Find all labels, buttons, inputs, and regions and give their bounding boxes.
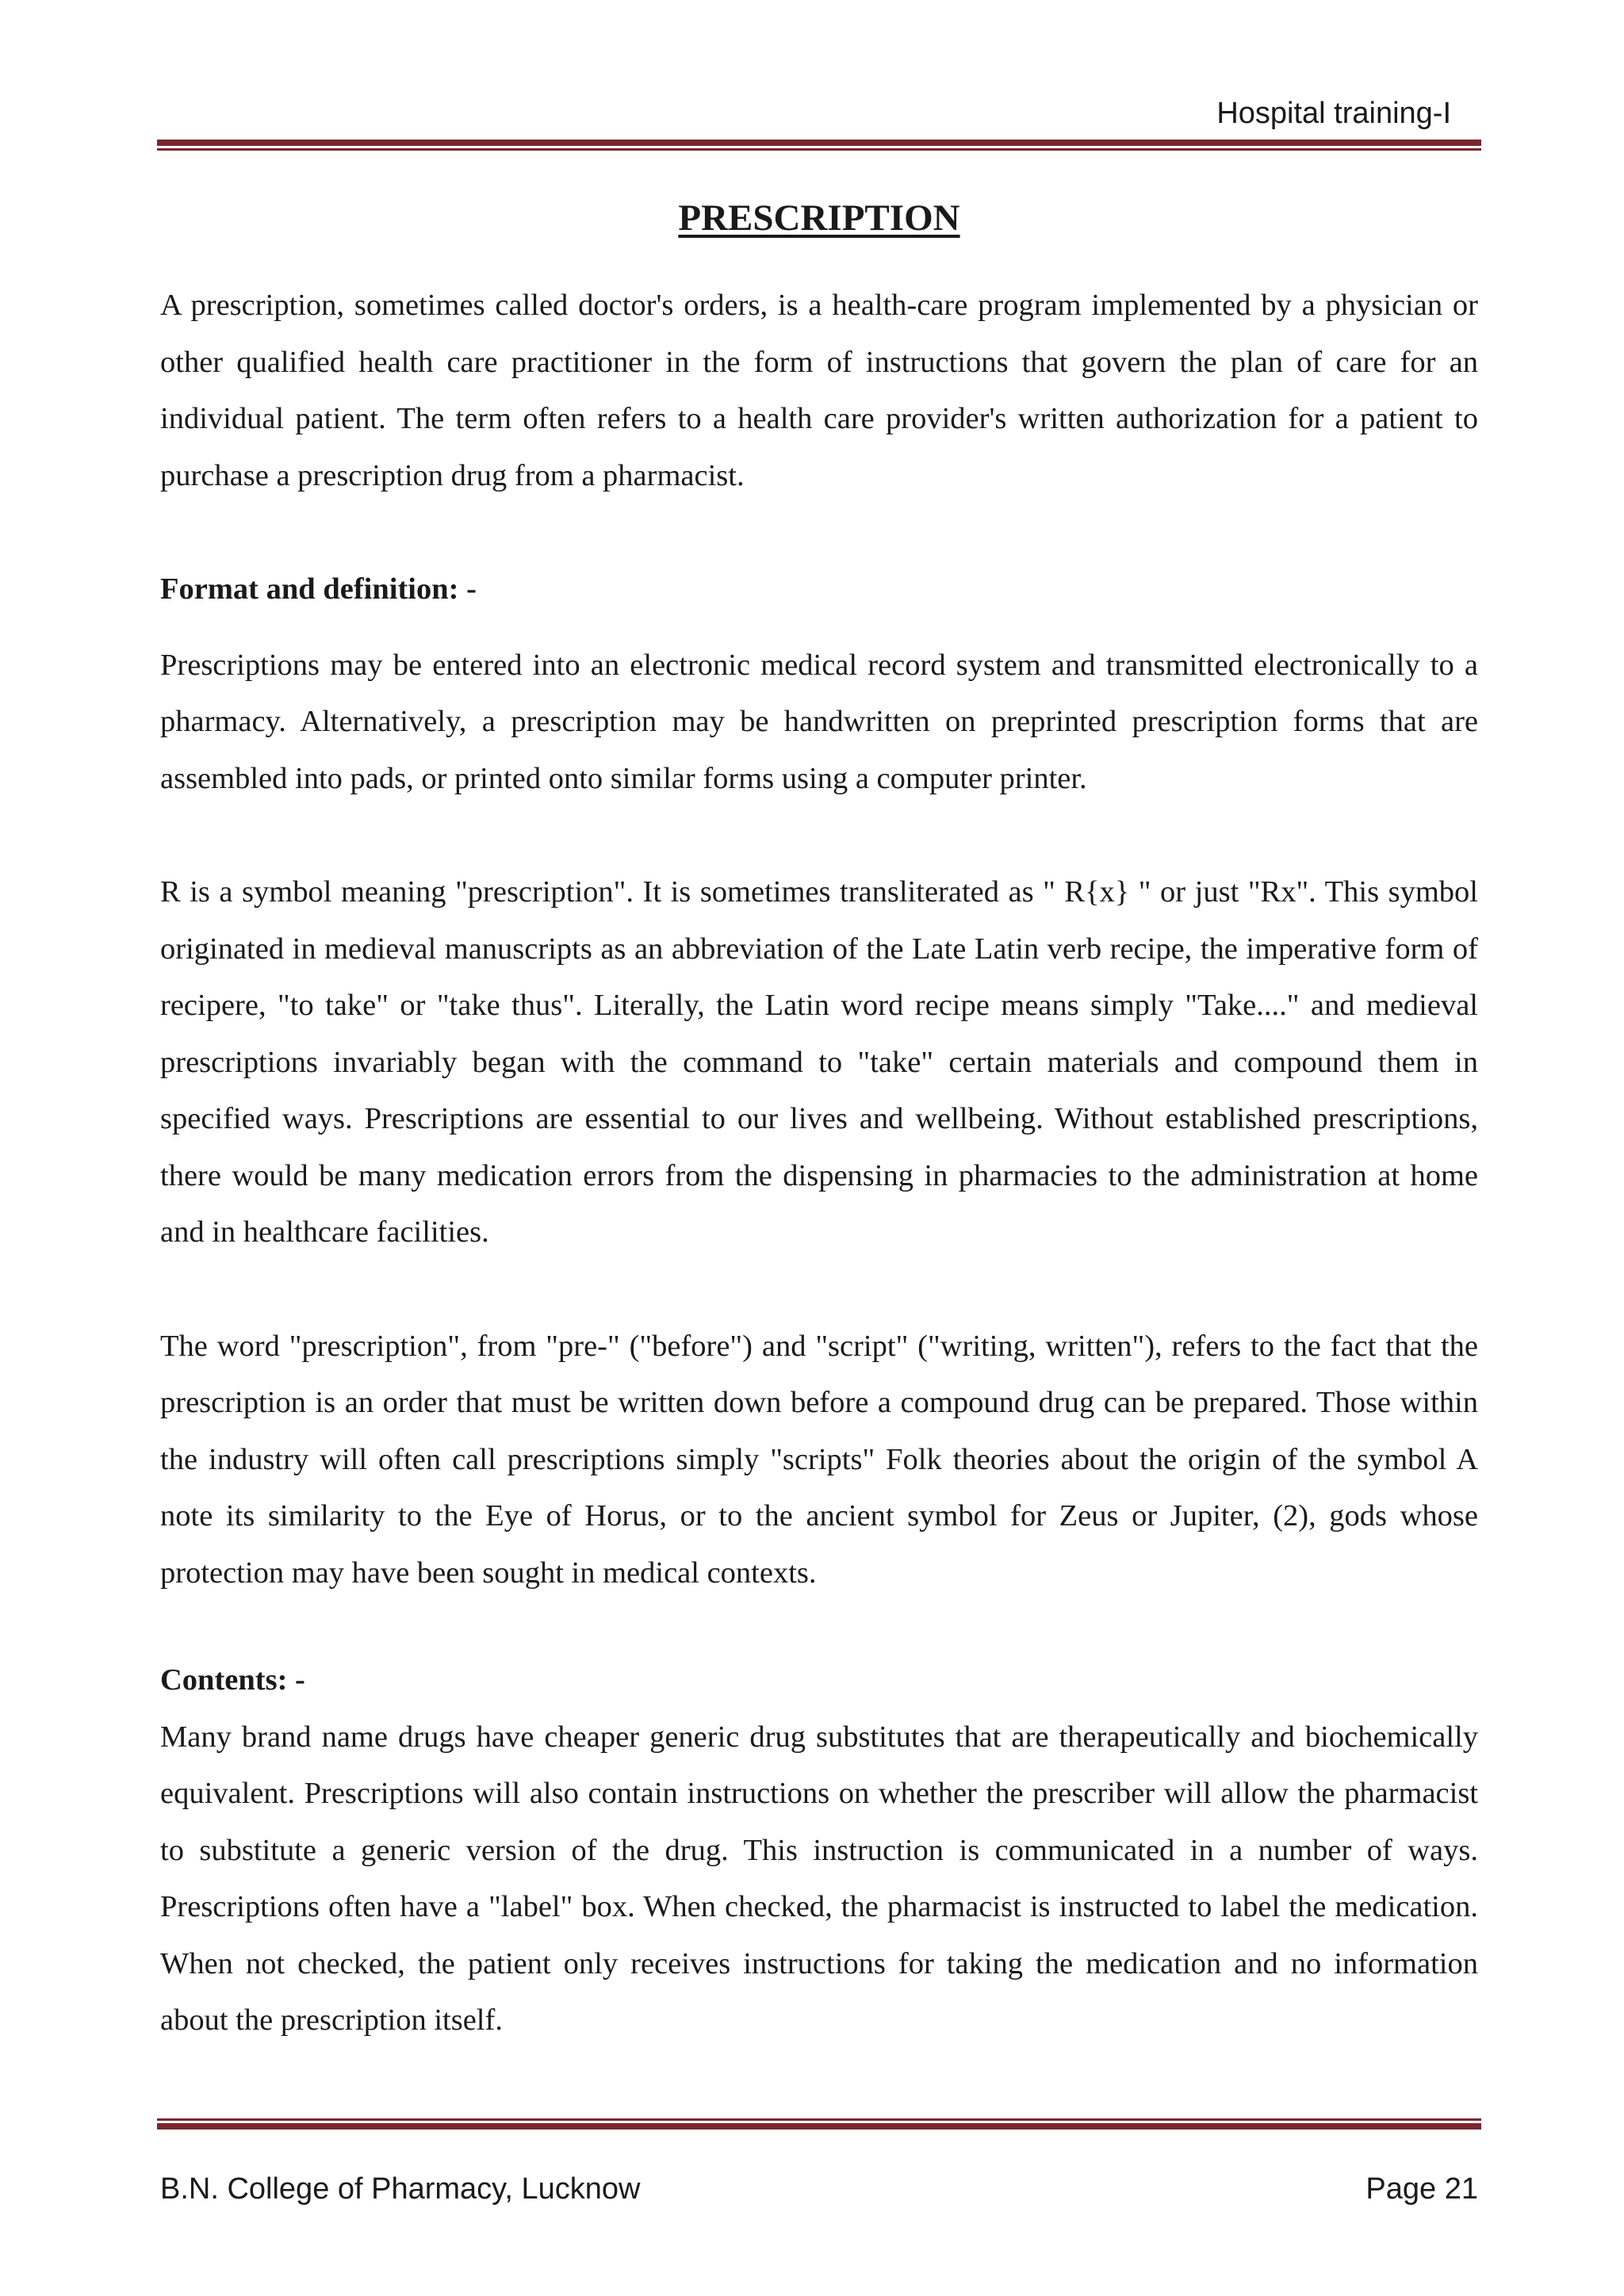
contents-heading: Contents: -: [160, 1663, 305, 1697]
header-rule: [157, 140, 1481, 151]
page-number: Page 21: [1365, 2172, 1478, 2206]
symbol-paragraph: R is a symbol meaning "prescription". It is sometimes transliterated as " R{x} " or just "Rx". This symbol originated in medieval manuscripts as an abbreviation of the Late Latin verb recipe, the imperative form of recipere, "to take" or "take thus". Literally, the Latin word recipe means simply "Take...." and medieval prescriptions invariably began with the command to "take" certain materials and compound them in specified ways. Prescriptions are essential to our lives and wellbeing. Without established prescriptions, there would be many medication errors from the dispensing in pharmacies to the administration at home and in healthcare facilities.: [160, 875, 1478, 1249]
page-title: PRESCRIPTION: [678, 197, 960, 239]
contents-paragraph: Many brand name drugs have cheaper generic drug substitutes that are therapeutically and biochemically equivalent. Prescriptions will also contain instructions on whether the prescriber will allow the pharmacist to substitute a generic version of the drug. This instruction is communicated in a number of ways. Prescriptions often have a "label" box. When checked, the pharmacist is instructed to label the medication. When not checked, the patient only receives instructions for taking the medication and no information about the prescription itself.: [160, 1720, 1478, 2037]
word-origin-paragraph: The word "prescription", from "pre-" ("before") and "script" ("writing, written"), refers to the fact that the prescription is an order that must be written down before a compound drug can be prepared. Those within the industry will often call prescriptions simply "scripts" Folk theories about the origin of the symbol A note its similarity to the Eye of Horus, or to the ancient symbol for Zeus or Jupiter, (2), gods whose protection may have been sought in medical contexts.: [160, 1329, 1478, 1590]
intro-paragraph: A prescription, sometimes called doctor's orders, is a health-care program implemented by a physician or other qualified health care practitioner in the form of instructions that govern the plan of care for an individual patient. The term often refers to a health care provider's written authorization for a patient to purchase a prescription drug from a pharmacist.: [160, 289, 1478, 492]
format-heading: Format and definition: -: [160, 572, 477, 606]
footer-rule: [157, 2118, 1481, 2130]
format-paragraph: Prescriptions may be entered into an electronic medical record system and transmitted electronically to a pharmacy. Alternatively, a prescription may be handwritten on preprinted prescription forms that are assembled into pads, or printed onto similar forms using a computer printer.: [160, 648, 1478, 795]
header-title: Hospital training-I: [1216, 97, 1451, 130]
document-body: [160, 190, 1478, 2049]
footer-institution: B.N. College of Pharmacy, Lucknow: [160, 2172, 641, 2206]
